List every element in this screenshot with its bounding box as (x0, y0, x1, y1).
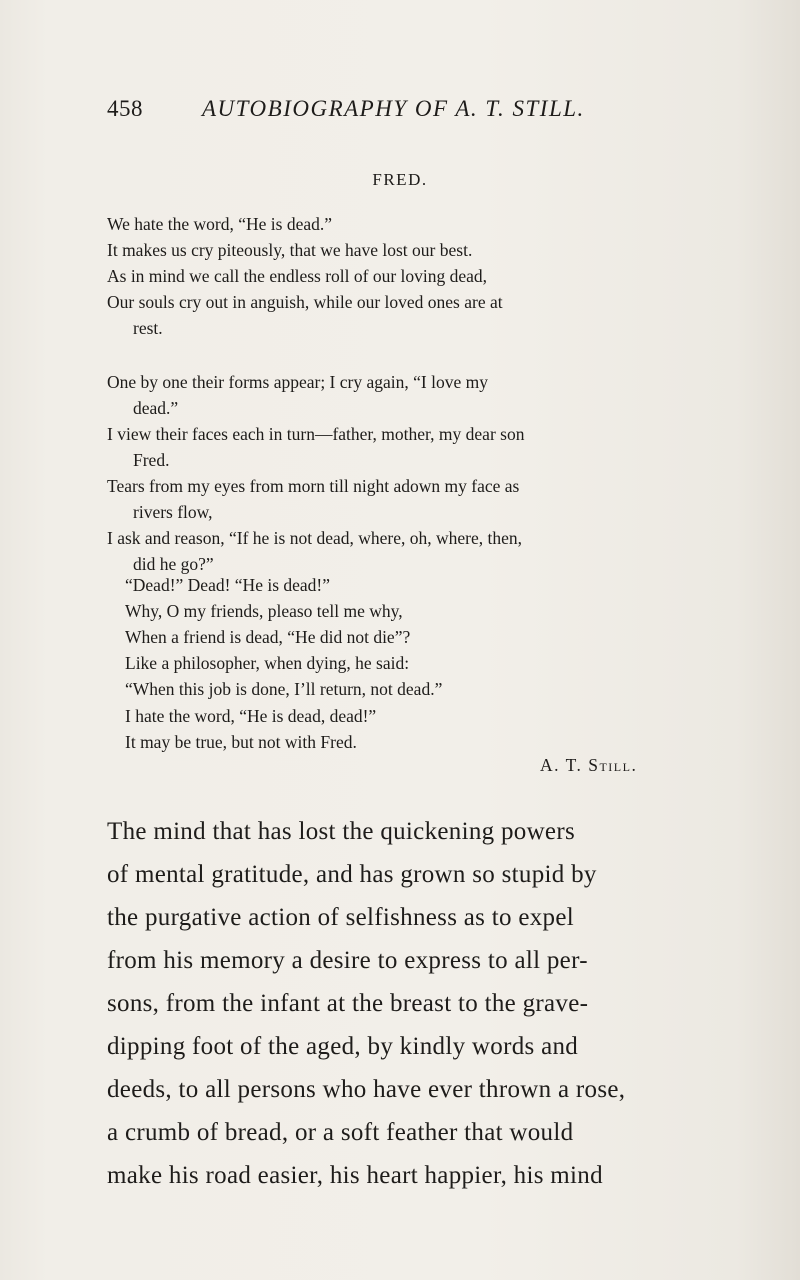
prose-line: from his memory a desire to express to all per- (107, 947, 588, 974)
poem-line: “When this job is done, I’ll return, not dead.” (125, 679, 443, 699)
poem-line: Like a philosopher, when dying, he said: (125, 653, 410, 673)
poem-line: rest. (133, 318, 163, 338)
prose-line: dipping foot of the aged, by kindly words and (107, 1033, 579, 1060)
poem-stanza-3 (125, 572, 725, 702)
prose-line: of mental gratitude, and has grown so stupid by (107, 861, 597, 888)
poem-line: We hate the word, “He is dead.” (107, 214, 333, 234)
prose-line: make his road easier, his heart happier, his mind (107, 1162, 603, 1189)
page-number: 458 (107, 96, 143, 121)
prose-line: a crumb of bread, or a soft feather that would (107, 1119, 574, 1146)
poem-line: dead.” (133, 398, 179, 418)
poem-line: It may be true, but not with Fred. (125, 732, 357, 752)
poem-stanza-1 (107, 211, 707, 341)
poem-line: did he go?” (133, 554, 214, 574)
page-header (107, 96, 707, 130)
signature-initials: A. T. (540, 755, 589, 775)
poem-line: Why, O my friends, pleaso tell me why, (125, 601, 403, 621)
poem-line: I hate the word, “He is dead, dead!” (125, 706, 377, 726)
poem-line: rivers flow, (133, 502, 213, 522)
poem-line: “Dead!” Dead! “He is dead!” (125, 575, 331, 595)
prose-line: sons, from the infant at the breast to the grave- (107, 990, 589, 1017)
poem-line: As in mind we call the endless roll of our loving dead, (107, 266, 488, 286)
signature-name: Still. (588, 755, 638, 775)
poem-line: Our souls cry out in anguish, while our loved ones are at (107, 292, 503, 312)
prose-line: The mind that has lost the quickening powers (107, 818, 575, 845)
prose-line: the purgative action of selfishness as to expel (107, 904, 574, 931)
poem-line: When a friend is dead, “He did not die”? (125, 627, 411, 647)
poem-line: One by one their forms appear; I cry again, “I love my (107, 372, 488, 392)
poem-line: I ask and reason, “If he is not dead, where, oh, where, then, (107, 528, 522, 548)
poem-line: Tears from my eyes from morn till night adown my face as (107, 476, 520, 496)
poem-title: FRED. (372, 170, 428, 189)
poem-line: I view their faces each in turn—father, mother, my dear son (107, 424, 525, 444)
poem-line: It makes us cry piteously, that we have lost our best. (107, 240, 473, 260)
poem-stanza-2 (107, 369, 707, 577)
poem-stanza-4 (125, 703, 725, 755)
prose-line: deeds, to all persons who have ever thrown a rose, (107, 1076, 626, 1103)
running-title: AUTOBIOGRAPHY OF A. T. STILL. (202, 96, 585, 121)
prose-paragraph (107, 810, 707, 1197)
poem-line: Fred. (133, 450, 170, 470)
poem-signature (540, 755, 637, 776)
